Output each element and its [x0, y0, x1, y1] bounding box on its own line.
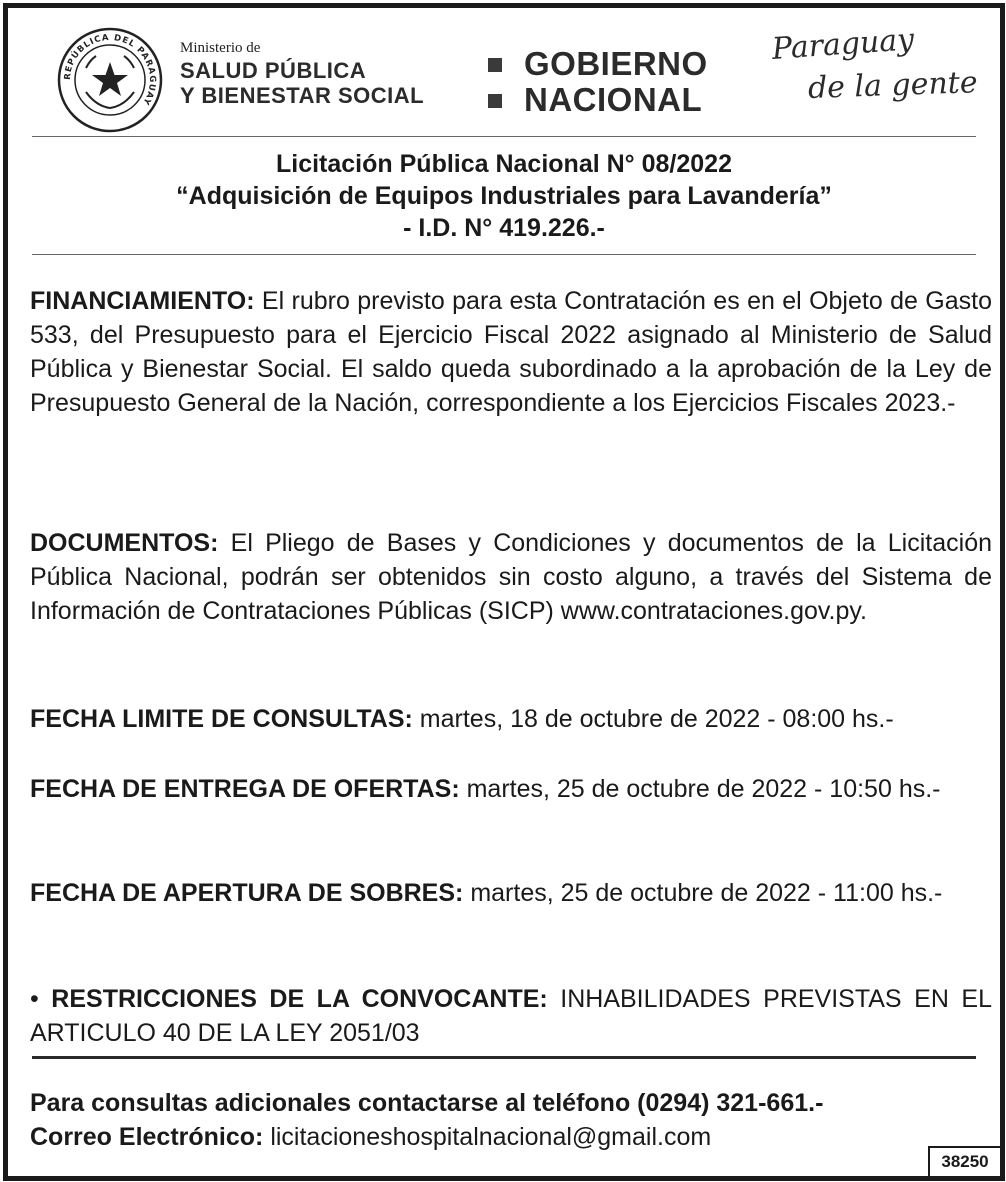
gobierno-word: GOBIERNO	[524, 45, 708, 82]
entrega-label: FECHA DE ENTREGA DE OFERTAS:	[30, 775, 460, 803]
seal-text: REPÚBLICA DEL PARAGUAY	[62, 32, 158, 108]
documentos-text: El Pliego de Bases y Condiciones y documentos de la Licitación Pública Nacional, podrán ser obtenidos sin costo alguno, a través del Sistema de Información de Contrataciones Públicas (SICP) www.contrataciones.gov.py.	[30, 529, 992, 625]
footer-divider	[32, 1056, 976, 1059]
apertura-label: FECHA DE APERTURA DE SOBRES:	[30, 879, 464, 907]
square-icon	[488, 58, 502, 72]
ad-number: 38250	[928, 1146, 1000, 1176]
financiamiento-section	[30, 284, 992, 420]
notice-title	[8, 148, 1000, 244]
gobierno-nacional-logo	[488, 46, 708, 118]
ministry-name-line2: Y BIENESTAR SOCIAL	[180, 83, 425, 108]
apertura-section	[30, 876, 992, 910]
title-line2: “Adquisición de Equipos Industriales para Lavandería”	[176, 182, 832, 210]
documentos-section	[30, 526, 992, 628]
ministry-label: Ministerio de	[180, 40, 261, 56]
slogan-line1: Paraguay	[770, 22, 916, 67]
financiamiento-label: FINANCIAMIENTO:	[30, 287, 255, 315]
entrega-section	[30, 772, 992, 806]
email-label: Correo Electrónico:	[30, 1123, 264, 1151]
notice-frame	[3, 3, 1005, 1181]
restricciones-label: RESTRICCIONES DE LA CONVOCANTE:	[38, 985, 548, 1013]
consultas-section	[30, 702, 1000, 736]
apertura-text: martes, 25 de octubre de 2022 - 11:00 hs.-	[463, 879, 943, 907]
restricciones-section	[30, 982, 992, 1050]
title-line3: - I.D. N° 419.226.-	[403, 214, 605, 242]
bullet: •	[30, 985, 39, 1013]
email-address[interactable]: licitacioneshospitalnacional@gmail.com	[263, 1123, 712, 1151]
ministry-logo	[180, 40, 424, 108]
ministry-name-line1: SALUD PÚBLICA	[180, 58, 367, 83]
slogan-line2: de la gente	[807, 65, 979, 106]
restricciones-text: INHABILIDADES PREVISTAS EN EL ARTICULO 40 DE LA LEY 2051/03	[30, 985, 992, 1047]
national-seal-icon	[56, 26, 164, 134]
contact-phone-line: Para consultas adicionales contactarse al teléfono (0294) 321-661.-	[30, 1089, 824, 1117]
nacional-word: NACIONAL	[524, 81, 703, 118]
title-divider	[32, 254, 976, 255]
slogan-logo	[770, 22, 979, 106]
financiamiento-text: El rubro previsto para esta Contratación es en el Objeto de Gasto 533, del Presupuesto para el Ejercicio Fiscal 2022 asignado al Ministerio de Salud Pública y Bienestar Social. El saldo queda subordinado a la aprobación de la Ley de Presupuesto General de la Nación, correspondiente a los Ejercicios Fiscales 2023.-	[30, 287, 992, 417]
consultas-label: FECHA LIMITE DE CONSULTAS:	[30, 705, 413, 733]
header-divider	[32, 136, 976, 137]
entrega-text: martes, 25 de octubre de 2022 - 10:50 hs.-	[459, 775, 941, 803]
documentos-label: DOCUMENTOS:	[30, 529, 219, 557]
consultas-text: martes, 18 de octubre de 2022 - 08:00 hs.-	[412, 705, 894, 733]
square-icon	[488, 94, 502, 108]
title-line1: Licitación Pública Nacional N° 08/2022	[275, 150, 732, 178]
contact-section	[30, 1086, 992, 1154]
